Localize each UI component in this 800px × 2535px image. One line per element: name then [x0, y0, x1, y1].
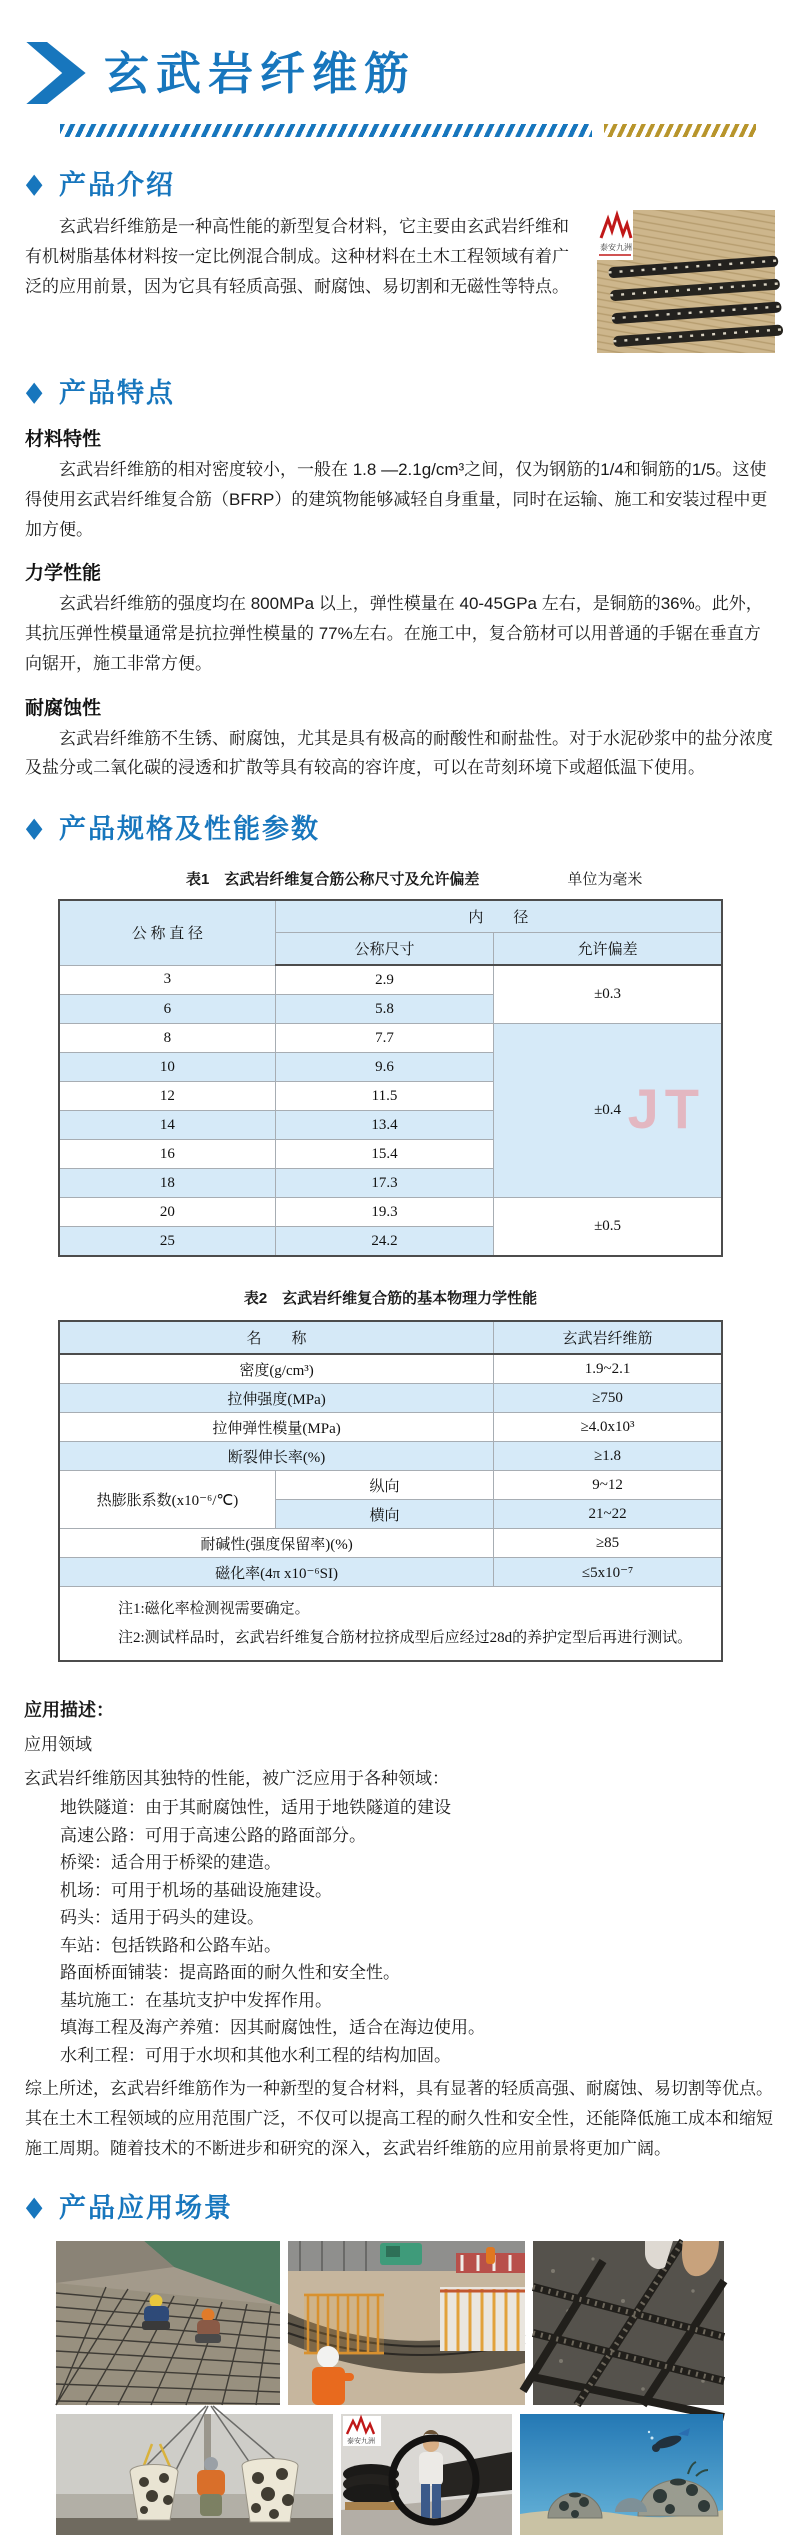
basalt-rebar-rods-photo: [597, 210, 775, 353]
section-heading-features-label: 产品特点: [59, 378, 175, 408]
table1-unit: 单位为毫米: [567, 872, 643, 888]
barrier-fence: [304, 2293, 384, 2355]
application-list: [0, 1794, 800, 2069]
table-row: 8 7.7 JT ±0.4: [59, 1024, 722, 1053]
feature-block-corrosion: [25, 693, 775, 784]
page-title: 玄武岩纤维筋: [104, 47, 417, 99]
table1-dimensions: [58, 899, 723, 1257]
thermal-expansion-label: 热膨胀系数(x10⁻⁶/℃): [59, 1471, 275, 1529]
scene-photo-row-1: [56, 2241, 800, 2405]
section-heading-scenes: [24, 2186, 800, 2225]
table-row: 18 17.3: [59, 1169, 722, 1198]
section-heading-scenes-label: 产品应用场景: [59, 2193, 233, 2224]
divider-stripes-blue: [60, 124, 592, 137]
section-heading-specs: [24, 807, 800, 846]
construction-trench-photo: [288, 2241, 525, 2405]
table-row: 12 11.5: [59, 1082, 722, 1111]
application-item: 地铁隧道：由于其耐腐蚀性，适用于地铁隧道的建设: [60, 1798, 451, 1818]
intro-product-photo: [597, 210, 775, 353]
reef-cone: [242, 2459, 298, 2523]
table1-col-nominal: 公称尺寸: [275, 933, 493, 966]
section-heading-specs-label: 产品规格及性能参数: [59, 814, 320, 844]
application-item: 机场：可用于机场的基础设施建设。: [60, 1880, 332, 1900]
table-row: 耐碱性(强度保留率)(%) ≥85: [59, 1529, 722, 1558]
application-field-label: 应用领域: [24, 1735, 92, 1754]
divider-stripes-gold: [604, 124, 756, 137]
application-item: 基坑施工：在基坑支护中发挥作用。: [60, 1990, 332, 2010]
logo-text: 泰安九洲: [600, 243, 632, 252]
application-item: 码头：适用于码头的建设。: [60, 1908, 264, 1928]
diamond-icon: ◆: [26, 375, 44, 406]
table1-col-inner: 内 径: [275, 900, 722, 933]
table2-properties: [58, 1320, 723, 1662]
feature-block-mechanical: [25, 558, 775, 678]
application-item: 桥梁：适合用于桥梁的建造。: [60, 1853, 281, 1873]
table-row: 3 2.9 ±0.3: [59, 965, 722, 995]
application-item: 填海工程及海产养殖：因其耐腐蚀性，适合在海边使用。: [60, 2018, 485, 2038]
table2-notes-row: [59, 1587, 722, 1662]
logo-text: 泰安九洲: [347, 2438, 375, 2446]
section-heading-intro-label: 产品介绍: [59, 170, 175, 200]
divider-stripes: [60, 124, 756, 137]
coiled-rebar-warehouse-photo: [341, 2414, 512, 2535]
underwater-reef-photo: [520, 2414, 723, 2535]
table2-col-value: 玄武岩纤维筋: [494, 1321, 722, 1354]
section-heading-features: [24, 371, 800, 410]
company-logo: [343, 2416, 381, 2446]
rebar-grid-closeup-photo: [533, 2241, 724, 2405]
table-row: 10 9.6: [59, 1053, 722, 1082]
feature-title: 力学性能: [25, 563, 102, 585]
intro-paragraph: 玄武岩纤维筋是一种高性能的新型复合材料，它主要由玄武岩纤维和有机树脂基体材料按一定比例混合制成。这种材料在土木工程领域有着广泛的应用前景，因为它具有轻质高强、耐腐蚀、易切割和无磁性等特点。: [25, 217, 569, 296]
application-item: 路面桥面铺装：提高路面的耐久性和安全性。: [60, 1963, 400, 1983]
application-lead: 玄武岩纤维筋因其独特的性能，被广泛应用于各种领域：: [24, 1769, 449, 1788]
application-description-title: 应用描述：: [24, 1700, 114, 1720]
feature-title: 材料特性: [25, 429, 102, 450]
table-row: 25 24.2: [59, 1227, 722, 1257]
table1-caption-row: [58, 868, 723, 889]
table2-col-name: 名 称: [59, 1321, 494, 1354]
table-row: 14 13.4: [59, 1111, 722, 1140]
table-row: 热膨胀系数(x10⁻⁶/℃) 纵向 9~12: [59, 1471, 722, 1500]
application-item: 水利工程：可用于水坝和其他水利工程的结构加固。: [60, 2045, 451, 2065]
feature-text: 玄武岩纤维筋不生锈、耐腐蚀，尤其是具有极高的耐酸性和耐盐性。对于水泥砂浆中的盐分浓度及盐分或二氧化碳的浸透和扩散等具有较高的容许度，可以在苛刻环境下或超低温下使用。: [25, 728, 773, 778]
company-logo: [597, 210, 633, 260]
table1-col-diameter: 公 称 直 径: [59, 900, 275, 965]
table-row: 20 19.3 ±0.5: [59, 1198, 722, 1227]
table-row: 磁化率(4π x10⁻⁶SI) ≤5x10⁻⁷: [59, 1558, 722, 1587]
barrier-fence: [440, 2287, 525, 2351]
application-summary: 综上所述，玄武岩纤维筋作为一种新型的复合材料，具有显著的轻质高强、耐腐蚀、易切割等优点。其在土木工程领域的应用范围广泛，不仅可以提高工程的耐久性和安全性，还能降低施工成本和缩短施工周期。随着技术的不断进步和研究的深入，玄武岩纤维筋的应用前景将更加广阔。: [25, 2078, 773, 2158]
scene-photo-row-2: [56, 2414, 800, 2535]
table2-header-row: [59, 1321, 722, 1354]
rebar-mesh-paving-photo: [56, 2241, 280, 2405]
intro-text: [25, 212, 581, 353]
diamond-icon: ◆: [26, 2190, 44, 2221]
tolerance-cell: JT ±0.4: [494, 1024, 722, 1198]
table2-note-1: 注1:磁化率检测视需要确定。: [118, 1601, 310, 1617]
table-row: 16 15.4: [59, 1140, 722, 1169]
diamond-icon: ◆: [26, 167, 44, 198]
feature-block-material: [25, 424, 775, 544]
reef-cone: [130, 2465, 178, 2521]
table1-col-tolerance: 允许偏差: [494, 933, 722, 966]
table-row: 拉伸弹性模量(MPa) ≥4.0x10³: [59, 1413, 722, 1442]
jt-watermark: JT: [627, 1076, 705, 1140]
tolerance-cell: ±0.3: [494, 965, 722, 1024]
diamond-icon: ◆: [26, 811, 44, 842]
table2-caption: 表2 玄武岩纤维复合筋的基本物理力学性能: [243, 1290, 538, 1307]
table-row: 拉伸强度(MPa) ≥750: [59, 1384, 722, 1413]
feature-title: 耐腐蚀性: [25, 697, 102, 719]
intro-section: [25, 212, 775, 353]
title-arrow-icon: [24, 42, 88, 104]
section-heading-intro: [24, 163, 800, 202]
feature-text: 玄武岩纤维筋的相对密度较小，一般在 1.8 —2.1g/cm³之间，仅为钢筋的1/4和铜筋的1/5。这使得使用玄武岩纤维复合筋（BFRP）的建筑物能够减轻自身重量，同时在运输、施工和安装过程中更加方便。: [25, 460, 768, 539]
page-header: [0, 0, 800, 104]
application-item: 高速公路：可用于高速公路的路面部分。: [60, 1825, 366, 1845]
feature-text: 玄武岩纤维筋的强度均在 800MPa 以上，弹性模量在 40-45GPa 左右，是铜筋的36%。此外，其抗压弹性模量通常是抗拉弹性模量的 77%左右。在施工中，复合筋材可以用普通的手锯在垂直方向锯开，施工非常方便。: [25, 594, 763, 673]
table-row: 断裂伸长率(%) ≥1.8: [59, 1442, 722, 1471]
tolerance-cell: ±0.5: [494, 1198, 722, 1257]
table1-header-row: [59, 900, 722, 933]
table-row: 6 5.8: [59, 995, 722, 1024]
table-row: 横向 21~22: [59, 1500, 722, 1529]
application-item: 车站：包括铁路和公路车站。: [60, 1935, 281, 1955]
table1-caption: 表1 玄武岩纤维复合筋公称尺寸及允许偏差: [186, 871, 480, 888]
table2-note-2: 注2:测试样品时，玄武岩纤维复合筋材拉挤成型后应经过28d的养护定型后再进行测试。: [118, 1629, 693, 1646]
reef-cone-lifting-photo: [56, 2414, 333, 2535]
table-row: 密度(g/cm³) 1.9~2.1: [59, 1354, 722, 1384]
